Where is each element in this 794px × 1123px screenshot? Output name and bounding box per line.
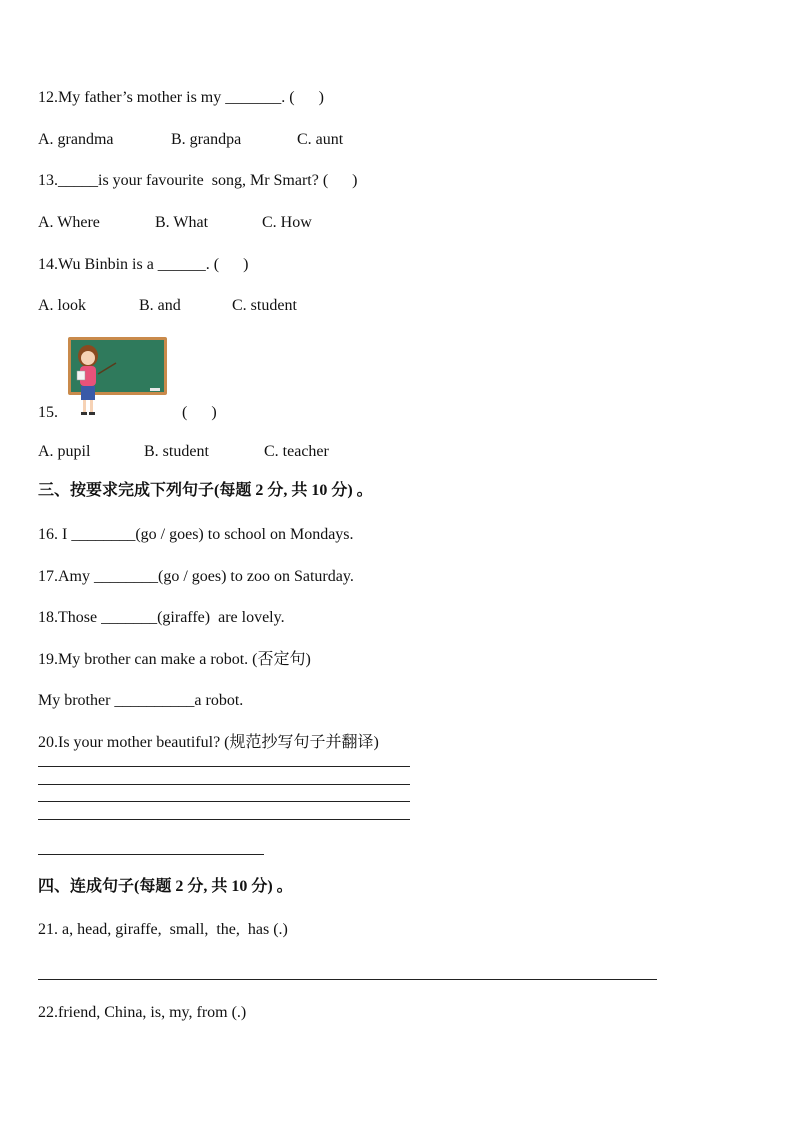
question-14-option-a: A. look bbox=[38, 297, 86, 314]
question-16: 16. I ________(go / goes) to school on Mondays. bbox=[38, 526, 354, 543]
teacher-shoe-right bbox=[89, 412, 95, 415]
writing-line bbox=[38, 801, 410, 802]
teacher-leg-right bbox=[90, 400, 93, 412]
question-21: 21. a, head, giraffe, small, the, has (.) bbox=[38, 921, 288, 938]
translation-line bbox=[38, 854, 264, 855]
question-15-option-a: A. pupil bbox=[38, 443, 91, 460]
question-12-option-c: C. aunt bbox=[297, 131, 344, 148]
question-17: 17.Amy ________(go / goes) to zoo on Saturday. bbox=[38, 568, 354, 585]
writing-line bbox=[38, 766, 410, 767]
question-13-option-c: C. How bbox=[262, 214, 312, 231]
writing-line bbox=[38, 819, 410, 820]
teacher-leg-left bbox=[83, 400, 86, 412]
teacher-face bbox=[81, 351, 95, 365]
question-13-option-a: A. Where bbox=[38, 214, 100, 231]
question-13-option-b: B. What bbox=[155, 214, 209, 231]
question-13-stem: 13._____is your favourite song, Mr Smart? ( ) bbox=[38, 172, 358, 189]
question-22: 22.friend, China, is, my, from (.) bbox=[38, 1004, 247, 1021]
question-15-number: 15. bbox=[38, 404, 58, 421]
teacher-blackboard-illustration bbox=[66, 336, 168, 418]
teacher-skirt bbox=[81, 386, 95, 400]
question-15-option-c: C. teacher bbox=[264, 443, 329, 460]
section-4-title: 四、连成句子(每题 2 分, 共 10 分) 。 bbox=[38, 878, 293, 895]
question-20: 20.Is your mother beautiful? (规范抄写句子并翻译) bbox=[38, 734, 379, 751]
question-19-answer-line: My brother __________a robot. bbox=[38, 692, 244, 709]
question-15-bracket: ( ) bbox=[182, 404, 217, 421]
question-14-stem: 14.Wu Binbin is a ______. ( ) bbox=[38, 256, 249, 273]
teacher-shoe-left bbox=[81, 412, 87, 415]
question-12-stem: 12.My father’s mother is my _______. ( ) bbox=[38, 89, 324, 106]
question-12-option-b: B. grandpa bbox=[171, 131, 242, 148]
section-3-title: 三、按要求完成下列句子(每题 2 分, 共 10 分) 。 bbox=[38, 482, 373, 499]
question-12-option-a: A. grandma bbox=[38, 131, 114, 148]
question-15-option-b: B. student bbox=[144, 443, 209, 460]
writing-line bbox=[38, 784, 410, 785]
question-14-option-b: B. and bbox=[139, 297, 181, 314]
answer-line-21 bbox=[38, 979, 657, 980]
question-19: 19.My brother can make a robot. (否定句) bbox=[38, 651, 311, 668]
teacher-book bbox=[77, 371, 85, 380]
question-14-option-c: C. student bbox=[232, 297, 297, 314]
chalk-eraser bbox=[150, 388, 160, 391]
question-18: 18.Those _______(giraffe) are lovely. bbox=[38, 609, 285, 626]
